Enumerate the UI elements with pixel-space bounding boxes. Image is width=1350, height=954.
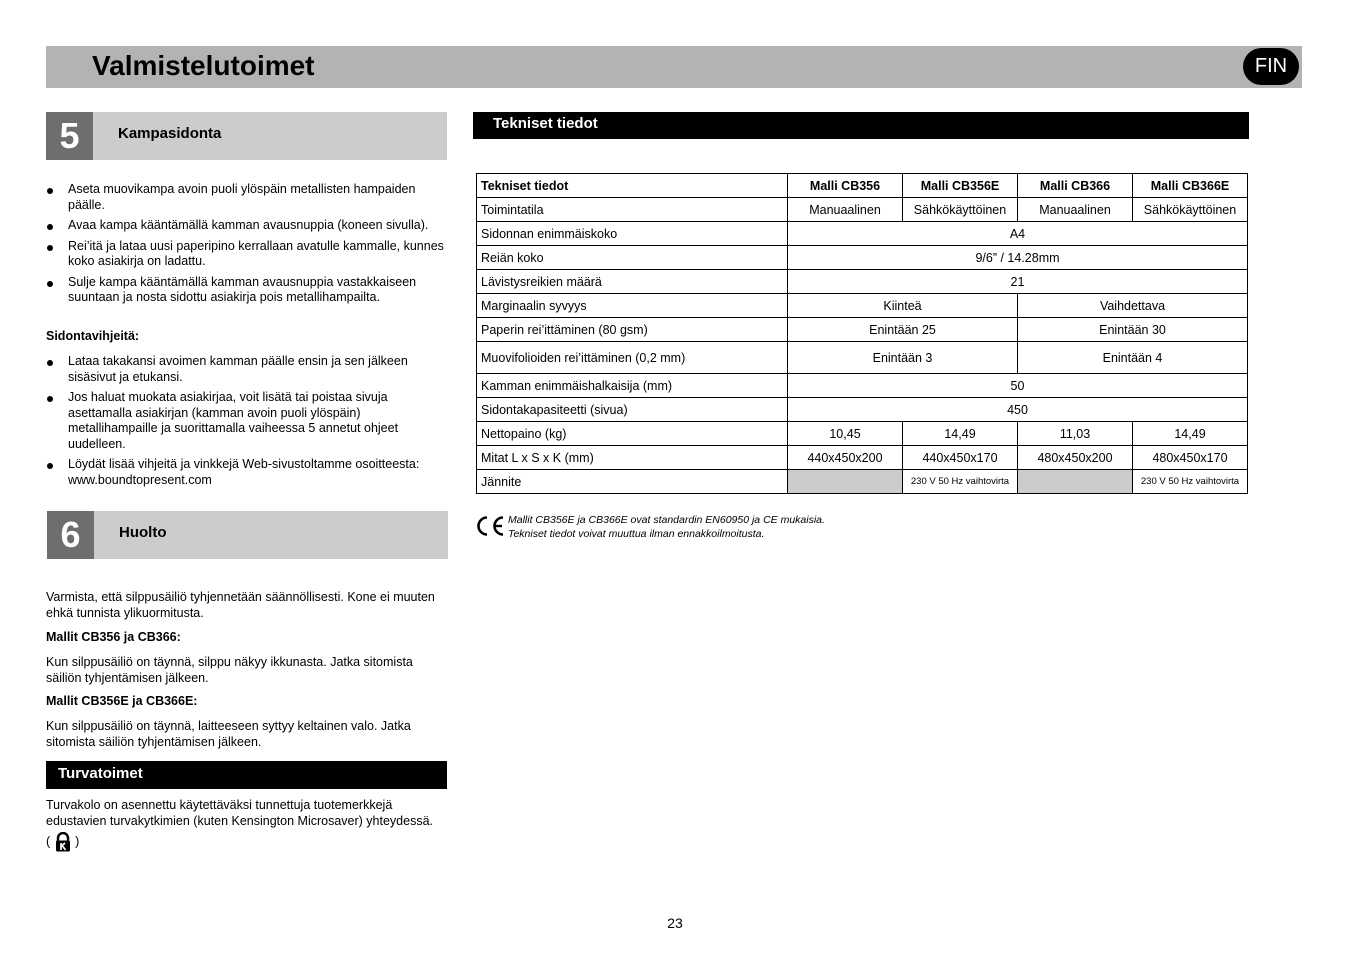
security-icon-line — [46, 832, 79, 854]
row-label: Toimintatila — [477, 198, 788, 222]
table-row — [477, 470, 1248, 494]
header-cell: Malli CB366 — [1018, 174, 1133, 198]
table-cell: 440x450x170 — [903, 446, 1018, 470]
section-5-title: Kampasidonta — [118, 125, 222, 142]
table-row — [477, 294, 1248, 318]
row-label: Sidontakapasiteetti (sivua) — [477, 398, 788, 422]
table-cell: Enintään 4 — [1018, 342, 1248, 374]
table-cell: 440x450x200 — [788, 446, 903, 470]
section-5-header — [46, 112, 447, 160]
table-cell: 50 — [788, 374, 1248, 398]
table-cell: Enintään 25 — [788, 318, 1018, 342]
row-label: Paperin rei’ittäminen (80 gsm) — [477, 318, 788, 342]
models-cb356-cb366-text: Kun silppusäiliö on täynnä, silppu näkyy ikkunasta. Jatka sitomista säiliön tyhjentämisen jälkeen. — [46, 655, 413, 685]
table-cell: 9/6” / 14.28mm — [788, 246, 1248, 270]
list-item: Löydät lisää vihjeitä ja vinkkejä Web-sivustoltamme osoitteesta: www.boundtopresent.com — [46, 457, 446, 488]
table-cell: Enintään 3 — [788, 342, 1018, 374]
table-cell: Manuaalinen — [1018, 198, 1133, 222]
table-cell: 11,03 — [1018, 422, 1133, 446]
row-label: Muovifolioiden rei’ittäminen (0,2 mm) — [477, 342, 788, 374]
list-item: Aseta muovikampa avoin puoli ylöspäin metallisten hampaiden päälle. — [46, 182, 446, 213]
table-cell: 21 — [788, 270, 1248, 294]
table-cell: A4 — [788, 222, 1248, 246]
table-cell: Sähkökäyttöinen — [1133, 198, 1248, 222]
header-cell: Malli CB356E — [903, 174, 1018, 198]
section-5-steps — [46, 182, 446, 311]
models-cb356e-cb366e-heading: Mallit CB356E ja CB366E: — [46, 694, 198, 708]
list-item: Jos haluat muokata asiakirjaa, voit lisätä tai poistaa sivuja asettamalla asiakirjan (kamman avoin puoli ylöspäin) metallihampaille ja suorittamalla vaiheessa 5 annetut ohjeet uudelleen. — [46, 390, 446, 452]
table-cell-empty — [788, 470, 903, 494]
binding-tips-heading: Sidontavihjeitä: — [46, 329, 140, 343]
table-cell: 14,49 — [1133, 422, 1248, 446]
paren-close: ) — [75, 834, 80, 849]
list-item: Sulje kampa kääntämällä kamman avausnuppia vastakkaiseen suuntaan ja nosta sidottu asiakirja pois metallihampailta. — [46, 275, 446, 306]
table-cell: Kiinteä — [788, 294, 1018, 318]
header-cell: Tekniset tiedot — [477, 174, 788, 198]
maintenance-intro: Varmista, että silppusäiliö tyhjennetään säännöllisesti. Kone ei muuten ehkä tunnista ylikuormitusta. — [46, 590, 435, 620]
table-cell: 14,49 — [903, 422, 1018, 446]
table-row — [477, 446, 1248, 470]
table-row — [477, 318, 1248, 342]
table-cell: 480x450x170 — [1133, 446, 1248, 470]
header-cell: Malli CB366E — [1133, 174, 1248, 198]
table-row — [477, 198, 1248, 222]
kensington-lock-icon — [54, 832, 72, 852]
table-cell: Enintään 30 — [1018, 318, 1248, 342]
section-6-number: 6 — [47, 511, 94, 559]
section-6-title: Huolto — [119, 524, 167, 541]
page-number: 23 — [667, 915, 683, 931]
table-row — [477, 246, 1248, 270]
row-label: Nettopaino (kg) — [477, 422, 788, 446]
table-row — [477, 398, 1248, 422]
table-row — [477, 422, 1248, 446]
table-cell: 230 V 50 Hz vaihtovirta — [903, 470, 1018, 494]
row-label: Mitat L x S x K (mm) — [477, 446, 788, 470]
table-row — [477, 270, 1248, 294]
table-cell: Sähkökäyttöinen — [903, 198, 1018, 222]
table-row — [477, 374, 1248, 398]
row-label: Kamman enimmäishalkaisija (mm) — [477, 374, 788, 398]
table-row — [477, 342, 1248, 374]
row-label: Jännite — [477, 470, 788, 494]
table-cell: Vaihdettava — [1018, 294, 1248, 318]
list-item: Rei’itä ja lataa uusi paperipino kerrallaan avatulle kammalle, kunnes koko asiakirja on ladattu. — [46, 239, 446, 270]
table-cell-empty — [1018, 470, 1133, 494]
specs-table — [476, 173, 1248, 494]
specs-title-bar: Tekniset tiedot — [473, 112, 1249, 139]
header-cell: Malli CB356 — [788, 174, 903, 198]
row-label: Marginaalin syvyys — [477, 294, 788, 318]
table-cell: 230 V 50 Hz vaihtovirta — [1133, 470, 1248, 494]
section-5-number: 5 — [46, 112, 93, 160]
list-item: Avaa kampa kääntämällä kamman avausnuppia (koneen sivulla). — [46, 218, 446, 234]
binding-tips-list — [46, 354, 446, 493]
table-row — [477, 222, 1248, 246]
table-cell: 10,45 — [788, 422, 903, 446]
section-6-header — [47, 511, 448, 559]
row-label: Lävistysreikien määrä — [477, 270, 788, 294]
table-cell: 450 — [788, 398, 1248, 422]
specs-note — [508, 513, 825, 541]
specs-note-line: Mallit CB356E ja CB366E ovat standardin EN60950 ja CE mukaisia. — [508, 514, 825, 526]
language-badge: FIN — [1243, 48, 1299, 85]
row-label: Sidonnan enimmäiskoko — [477, 222, 788, 246]
security-title-bar: Turvatoimet — [46, 761, 447, 789]
paren-open: ( — [46, 834, 51, 849]
ce-mark-icon — [474, 514, 506, 538]
table-row — [477, 174, 1248, 198]
table-cell: Manuaalinen — [788, 198, 903, 222]
specs-note-line: Tekniset tiedot voivat muuttua ilman ennakkoilmoitusta. — [508, 528, 765, 540]
models-cb356-cb366-heading: Mallit CB356 ja CB366: — [46, 630, 181, 644]
list-item: Lataa takakansi avoimen kamman päälle ensin ja sen jälkeen sisäsivut ja etukansi. — [46, 354, 446, 385]
row-label: Reiän koko — [477, 246, 788, 270]
models-cb356e-cb366e-text: Kun silppusäiliö on täynnä, laitteeseen syttyy keltainen valo. Jatka sitomista säiliön tyhjentämisen jälkeen. — [46, 719, 411, 749]
security-text: Turvakolo on asennettu käytettäväksi tunnettuja tuotemerkkejä edustavien turvakytkimien (kuten Kensington Microsaver) yhteydessä. — [46, 798, 433, 828]
page-title: Valmistelutoimet — [92, 50, 315, 81]
table-cell: 480x450x200 — [1018, 446, 1133, 470]
